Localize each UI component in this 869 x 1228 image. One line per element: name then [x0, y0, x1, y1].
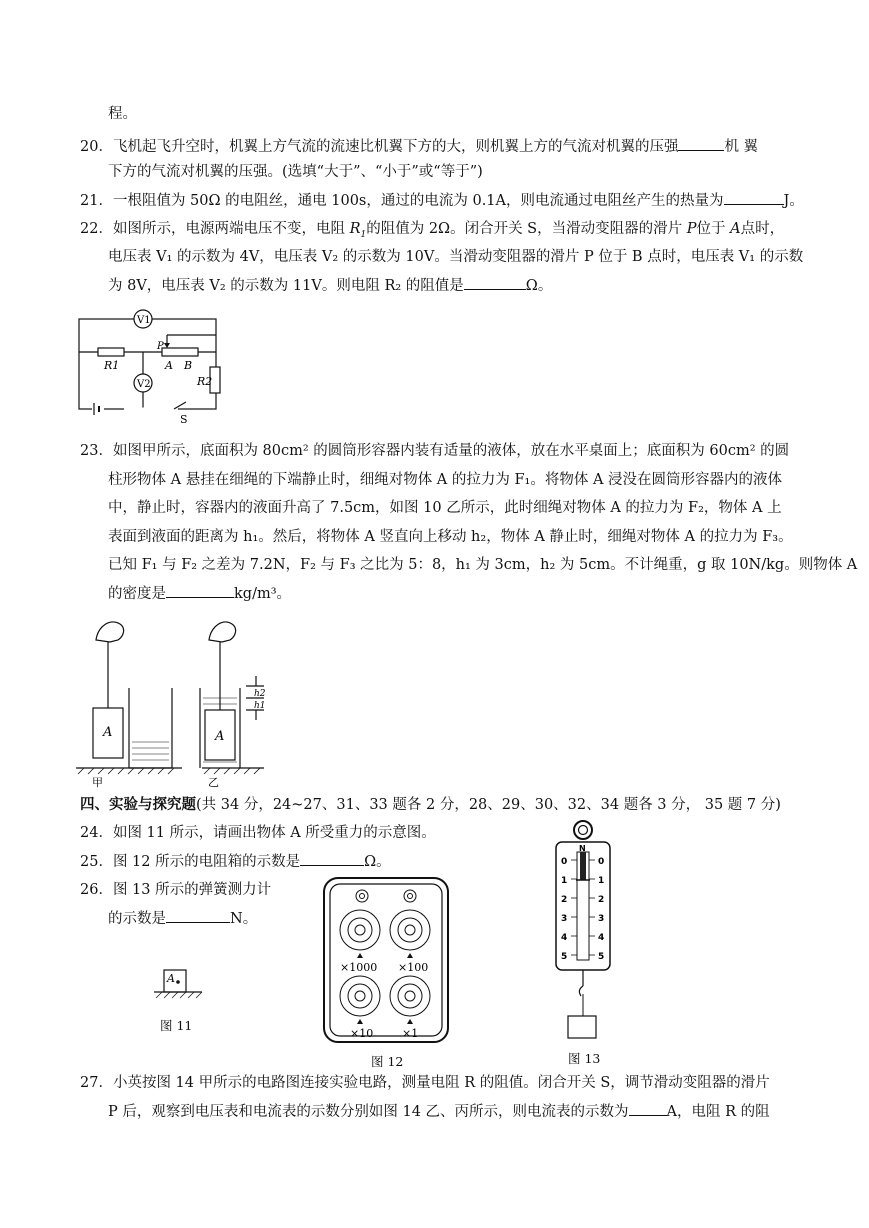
q22-text: 的阻值为 2Ω。闭合开关 S，当滑动变阻器的滑片: [366, 221, 687, 237]
q21-text: 21．一根阻值为 50Ω 的电阻丝，通电 100s，通过的电流为 0.1A，则电流通过电阻丝产生的热量为: [80, 193, 724, 209]
p-label: P: [157, 341, 164, 352]
q22-text: 为 8V，电压表 V₂ 的示数为 11V。则电阻 R₂ 的阻值是: [108, 278, 464, 294]
q22-tail: Ω。: [525, 278, 553, 294]
a-label: A: [165, 359, 173, 372]
block-a-label: A: [103, 725, 113, 740]
s-label: S: [180, 413, 188, 425]
scale-label: 3: [561, 914, 568, 924]
dial-x100-label: ×100: [398, 961, 429, 974]
figure-13-spring-scale: [552, 818, 616, 1044]
scale-label: 0: [561, 857, 568, 867]
q26-text: 的示数是: [108, 911, 166, 927]
answer-blank[interactable]: [678, 136, 724, 151]
section-desc: (共 34 分，24~27、31、33 题各 2 分，28、29、30、32、34 题各 3 分， 35 题 7 分): [196, 797, 781, 813]
r2-label: R2: [197, 375, 213, 388]
answer-blank[interactable]: [300, 851, 364, 866]
q20-text: 20．飞机起飞升空时，机翼上方气流的流速比机翼下方的大，则机翼上方的气流对机翼的压强: [80, 139, 679, 155]
q20-line1: [80, 136, 758, 157]
q22-line1: [80, 219, 784, 245]
block-a-label: A: [215, 729, 225, 744]
q23-line5: 已知 F₁ 与 F₂ 之差为 7.2N，F₂ 与 F₃ 之比为 5：8，h₁ 为 3cm，h₂ 为 5cm。不计绳重，g 取 10N/kg。则物体 A: [108, 557, 858, 573]
answer-blank[interactable]: [166, 583, 234, 598]
q23-line3: 中，静止时，容器内的液面升高了 7.5cm，如图 10 乙所示，此时细绳对物体 A 的拉力为 F₂，物体 A 上: [108, 500, 782, 516]
q22-line2: 电压表 V₁ 的示数为 4V，电压表 V₂ 的示数为 10V。当滑动变阻器的滑片 P 位于 B 点时，电压表 V₁ 的示数: [108, 249, 804, 265]
q23-tail: kg/m³。: [234, 586, 292, 602]
block-a-label: A: [167, 972, 175, 985]
circuit-diagram: [74, 305, 224, 425]
q23-line2: 柱形物体 A 悬挂在细绳的下端静止时，细绳对物体 A 的拉力为 F₁。将物体 A 浸没在圆筒形容器内的液体: [108, 472, 783, 488]
q21-line: [80, 190, 804, 211]
section4-heading: [80, 795, 781, 815]
q25-text: 25．图 12 所示的电阻箱的示数是: [80, 854, 301, 870]
q27-line1: 27．小英按图 14 甲所示的电路图连接实验电路，测量电阻 R 的阻值。闭合开关 S，调节滑动变阻器的滑片: [80, 1075, 770, 1091]
q22-text: 22．如图所示，电源两端电压不变，电阻: [80, 221, 350, 237]
q23-line4: 表面到液面的距离为 h₁。然后，将物体 A 竖直向上移动 h₂，物体 A 静止时，细绳对物体 A 的拉力为 F₃。: [108, 529, 793, 545]
q26-tail: N。: [230, 911, 258, 927]
p-symbol: P: [686, 221, 697, 237]
q20-tail: 机 翼: [724, 139, 759, 155]
figure-11: [150, 964, 220, 1004]
subscript: 1: [360, 229, 367, 240]
dial-x10-label: ×10: [350, 1027, 374, 1040]
scale-label: 3: [598, 914, 605, 924]
a-symbol: A: [730, 221, 741, 237]
q22-text: 点时，: [740, 221, 785, 237]
scale-label: 5: [598, 952, 605, 962]
q26-line2: [108, 908, 257, 929]
r-letter: R: [349, 221, 361, 237]
q27-tail: A，电阻 R 的阻: [666, 1104, 770, 1120]
scale-label: 2: [561, 895, 568, 905]
v2-label: V2: [137, 379, 151, 390]
newton-unit-label: N: [579, 844, 586, 853]
scale-label: 4: [598, 933, 605, 943]
q24-line: 24．如图 11 所示，请画出物体 A 所受重力的示意图。: [80, 825, 436, 841]
dial-x1000-label: ×1000: [340, 961, 378, 974]
dial-x1-label: ×1: [402, 1027, 419, 1040]
section-title: 四、实验与探究题: [80, 796, 196, 813]
scale-label: 4: [561, 933, 568, 943]
q23-line1: 23．如图甲所示，底面积为 80cm² 的圆筒形容器内装有适量的液体，放在水平桌面上；底面积为 60cm² 的圆: [80, 443, 790, 459]
q21-tail: J。: [783, 193, 804, 209]
answer-blank[interactable]: [724, 190, 784, 205]
r1-label: R1: [104, 359, 120, 372]
h1-label: h1: [254, 701, 266, 711]
q27-line2: [108, 1101, 770, 1122]
r1-symbol: [349, 221, 367, 240]
fig13-caption: 图 13: [568, 1051, 601, 1066]
answer-blank[interactable]: [464, 275, 526, 290]
q20-line2: 下方的气流对机翼的压强。(选填“大于”、“小于”或“等于”): [108, 164, 483, 180]
scale-label: 5: [561, 952, 568, 962]
text-line: 程。: [108, 106, 137, 122]
caption-jia: 甲: [92, 776, 103, 789]
figure-12-resistance-box: [322, 876, 452, 1046]
q22-line3: [108, 275, 552, 296]
q22-text: 位于: [696, 221, 731, 237]
scale-label: 2: [598, 895, 605, 905]
v1-label: V1: [137, 315, 151, 326]
caption-yi: 乙: [208, 776, 219, 789]
figure-10: [74, 612, 274, 790]
fig11-caption: 图 11: [160, 1018, 193, 1033]
answer-blank[interactable]: [166, 908, 230, 923]
q26-line1: 26．图 13 所示的弹簧测力计: [80, 882, 272, 898]
q25-tail: Ω。: [364, 854, 391, 870]
h2-label: h2: [254, 689, 266, 699]
q27-text: P 后，观察到电压表和电流表的示数分别如图 14 乙、丙所示，则电流表的示数为: [108, 1104, 629, 1120]
q23-line6: [108, 583, 291, 604]
b-label: B: [184, 359, 193, 372]
q23-text: 的密度是: [108, 586, 166, 602]
answer-blank[interactable]: [629, 1101, 667, 1116]
scale-label: 1: [561, 876, 568, 886]
q25-line: [80, 851, 391, 872]
scale-label: 0: [598, 857, 605, 867]
fig12-caption: 图 12: [371, 1054, 404, 1069]
scale-label: 1: [598, 876, 605, 886]
